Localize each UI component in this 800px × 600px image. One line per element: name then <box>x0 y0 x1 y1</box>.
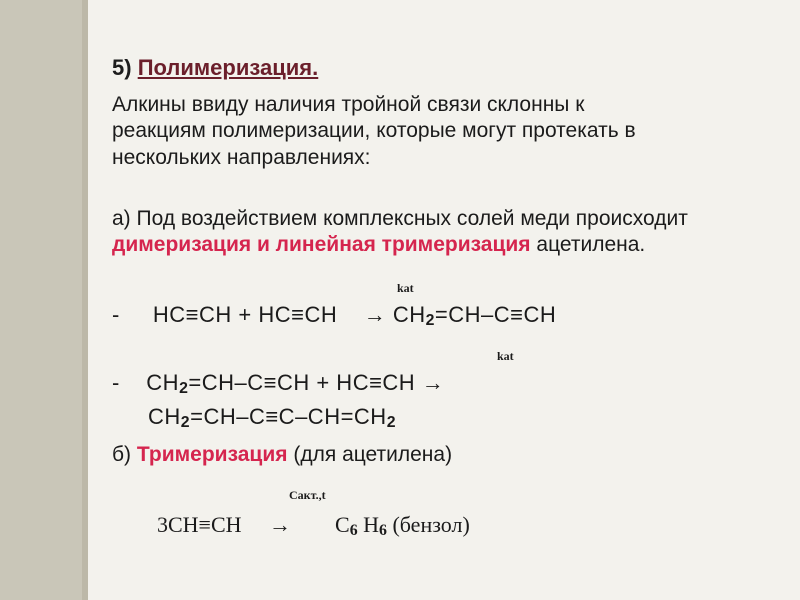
equation-1-left: HC≡CH + HC≡CH <box>152 302 338 327</box>
equation-3-subscript-1: 2 <box>180 413 191 431</box>
part-b-highlight: Тримеризация <box>136 443 288 466</box>
equation-2-catalyst: kat <box>497 349 514 363</box>
intro-line-1: Алкины ввиду наличия тройной связи склонны к <box>112 93 585 116</box>
equation-1-catalyst: kat <box>397 281 414 295</box>
equation-3-text-b: =CH–C≡C–CH=CH <box>190 404 387 429</box>
equation-1-dash: - <box>112 302 120 327</box>
part-a-line-1 <box>112 206 688 232</box>
equation-4-h: H <box>363 512 380 537</box>
equation-4-catalyst: Cакт.,t <box>289 488 326 502</box>
intro-line-2: реакциям полимеризации, которые могут протекать в <box>112 119 636 143</box>
part-b-suffix: (для ацетилена) <box>293 443 453 466</box>
part-a-suffix: ацетилена. <box>536 233 646 257</box>
equation-1-right-b: =CH–C≡CH <box>434 302 557 327</box>
equation-1-arrow: → <box>363 302 387 327</box>
part-a-text: Под воздействием комплексных солей меди происходит <box>136 207 688 230</box>
equation-2-subscript: 2 <box>179 379 189 397</box>
section-number: 5) <box>112 55 132 80</box>
part-a <box>112 206 688 259</box>
equation-3 <box>148 404 396 430</box>
equation-1-subscript: 2 <box>425 311 435 329</box>
equation-4-product-name: (бензол) <box>392 512 470 537</box>
equation-2-dash: - <box>112 370 120 395</box>
equation-4-c: C <box>335 512 350 537</box>
part-b-prefix: б) <box>112 443 132 466</box>
equation-3-text-a: CH <box>148 404 181 429</box>
part-b <box>112 443 452 467</box>
part-a-prefix: а) <box>112 207 131 230</box>
equation-2-text-b: =CH–C≡CH + HC≡CH → <box>188 370 445 395</box>
section-title: Полимеризация. <box>137 55 319 80</box>
intro-paragraph <box>112 92 762 171</box>
equation-2-text-a: CH <box>146 370 180 395</box>
equation-4 <box>157 512 470 538</box>
section-heading <box>112 55 318 81</box>
part-a-highlight: димеризация и линейная тримеризация <box>112 233 531 257</box>
equation-4-h-subscript: 6 <box>379 521 387 539</box>
equation-1 <box>112 302 556 328</box>
equation-4-left: 3CH≡CH <box>157 512 242 537</box>
equation-4-c-subscript: 6 <box>349 521 358 539</box>
equation-3-subscript-2: 2 <box>386 413 397 431</box>
equation-1-right-a: CH <box>392 302 426 327</box>
equation-2 <box>112 370 444 396</box>
equation-4-arrow: → <box>269 512 292 537</box>
intro-line-3: нескольких направлениях: <box>112 145 371 169</box>
part-a-line-2 <box>112 232 688 258</box>
